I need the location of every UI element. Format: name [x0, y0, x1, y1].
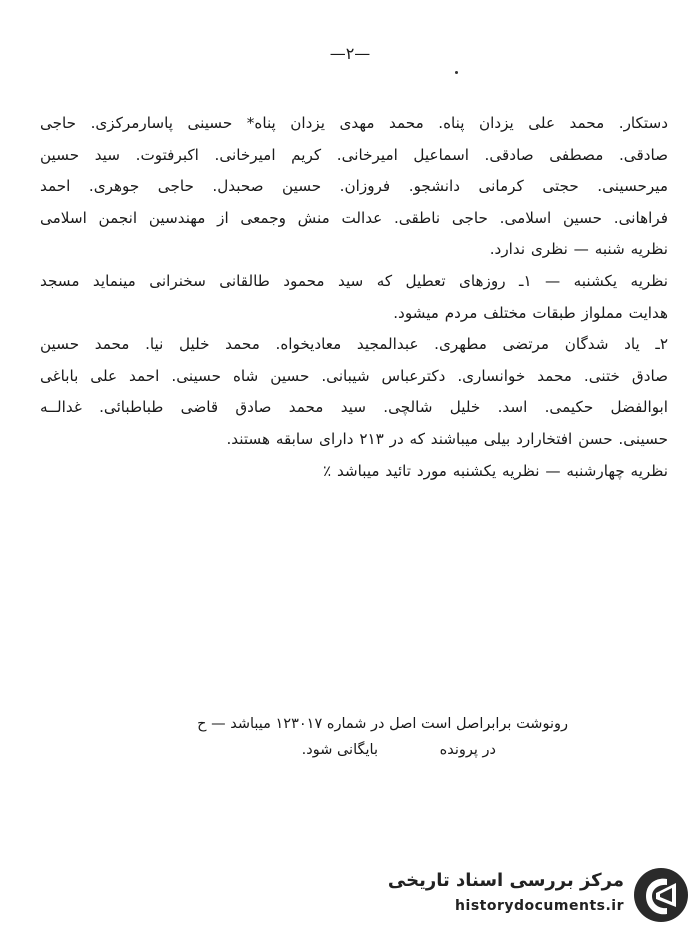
watermark [387, 866, 690, 922]
watermark-title: مرکز بررسی اسناد تاریخی [387, 870, 624, 891]
body-line: صادق ختنی. محمد خوانساری. دکترعباس شیبانی. حسین شاه حسینی. احمد علی باباغی [40, 366, 668, 385]
body-line: هدایت مملواز طبقات مختلف مردم میشود. [393, 303, 668, 322]
body-line: میرحسینی. حجتی کرمانی دانشجو. فروزان. حسین صحبدل. حاجی جوهری. احمد [40, 177, 668, 196]
dossier-note: در پرونده [439, 742, 496, 758]
page-number: —۲— [329, 44, 371, 63]
body-line: نظریه چهارشنبه — نظریه یکشنبه مورد تائید میباشد ٪ [322, 461, 668, 480]
archive-center-logo-icon [632, 866, 690, 924]
copy-footer [90, 706, 568, 778]
ink-speck [455, 71, 458, 74]
body-line: ۲ـ یاد شدگان مرتضی مطهری. عبدالمجید معادیخواه. محمد خلیل نیا. محمد حسین [40, 335, 668, 354]
body-line: حسینی. حسن افتخارارد بیلی میباشند که در ۲۱۳ دارای سابقه هستند. [226, 429, 668, 448]
body-line: فراهانی. حسین اسلامی. حاجی ناطقی. عدالت منش وجمعی از مهندسین انجمن اسلامی [40, 208, 668, 227]
archive-note: بایگانی شود. [301, 742, 378, 758]
body-line: دستکار. محمد علی یزدان پناه. محمد مهدی یزدان پناه* حسینی پاسارمرکزی. حاجی [40, 114, 668, 132]
filing-instructions [90, 742, 568, 778]
body-line: نظریه شنبه — نظری ندارد. [489, 240, 668, 259]
body-line: ابوالفضل حکیمی. اسد. خلیل شالچی. سید محمد صادق قاضی طباطبائی. غدالــه [40, 398, 668, 417]
watermark-url: historydocuments.ir [455, 898, 624, 914]
body-line: نظریه یکشنبه — ۱ـ روزهای تعطیل که سید محمود طالقانی سخنرانی مینماید مسجد [40, 271, 668, 290]
copy-certification-note: رونوشت برابراصل است اصل در شماره ۱۲۳۰۱۷ میباشد — ح [197, 716, 568, 732]
body-line: صادقی. مصطفی صادقی. اسماعیل امیرخانی. کریم امیرخانی. اکبرفتوت. سید حسین [40, 145, 668, 164]
report-body [40, 108, 668, 487]
